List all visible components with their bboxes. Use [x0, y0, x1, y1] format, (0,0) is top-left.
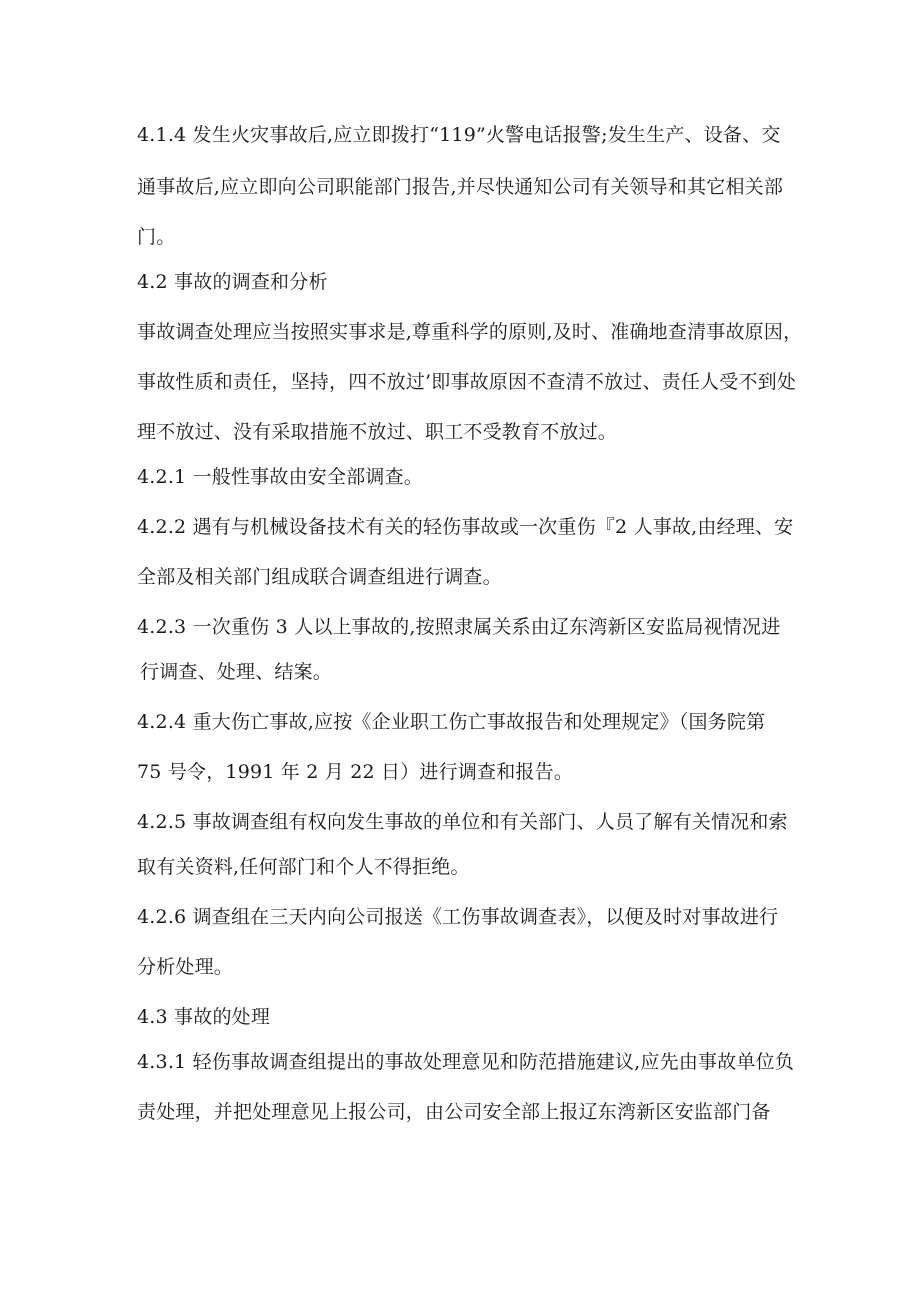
text-line: 门。: [137, 226, 176, 248]
text-line: 取有关资料,任何部门和个人不得拒绝。: [137, 856, 470, 878]
text-line: 行调查、处理、结案。: [140, 661, 333, 683]
text-line: 全部及相关部门组成联合调查组进行调查。: [137, 566, 502, 588]
text-line: 4.1.4 发生火灾事故后,应立即拨打“119”火警电话报警;发生生产、设备、交: [137, 124, 781, 146]
text-line: 4.2.4 重大伤亡事故,应按《企业职工伤亡事故报告和处理规定》（国务院第: [137, 711, 766, 733]
text-line: 通事故后,应立即向公司职能部门报告,并尽快通知公司有关领导和其它相关部: [137, 176, 784, 198]
text-line: 4.2.2 遇有与机械设备技术有关的轻伤事故或一次重伤『2 人事故,由经理、安: [137, 516, 794, 538]
text-line: 责处理，并把处理意见上报公司，由公司安全部上报辽东湾新区安监部门备: [137, 1101, 771, 1123]
text-line: 4.2.1 一般性事故由安全部调查。: [137, 466, 423, 488]
text-line: 75 号令，1991 年 2 月 22 日）进行调查和报告。: [137, 761, 574, 783]
section-heading: 4.2 事故的调查和分析: [137, 271, 328, 293]
text-line: 事故性质和责任，坚持，四不放过’即事故原因不查清不放过、责任人受不到处: [137, 371, 797, 393]
text-line: 4.2.5 事故调查组有权向发生事故的单位和有关部门、人员了解有关情况和索: [137, 811, 788, 833]
text-line: 4.2.6 调查组在三天内向公司报送《工伤事故调查表》，以便及时对事故进行: [137, 906, 779, 928]
text-line: 4.2.3 一次重伤 3 人以上事故的,按照隶属关系由辽东湾新区安监局视情况进: [137, 616, 781, 638]
text-line: 事故调查处理应当按照实事求是,尊重科学的原则,及时、准确地查清事故原因，: [137, 321, 803, 343]
text-line: 4.3.1 轻伤事故调查组提出的事故处理意见和防范措施建议,应先由事故单位负: [137, 1051, 795, 1073]
text-line: 理不放过、没有采取措施不放过、职工不受教育不放过。: [137, 421, 618, 443]
section-heading: 4.3 事故的处理: [137, 1006, 271, 1028]
text-line: 分析处理。: [137, 956, 234, 978]
